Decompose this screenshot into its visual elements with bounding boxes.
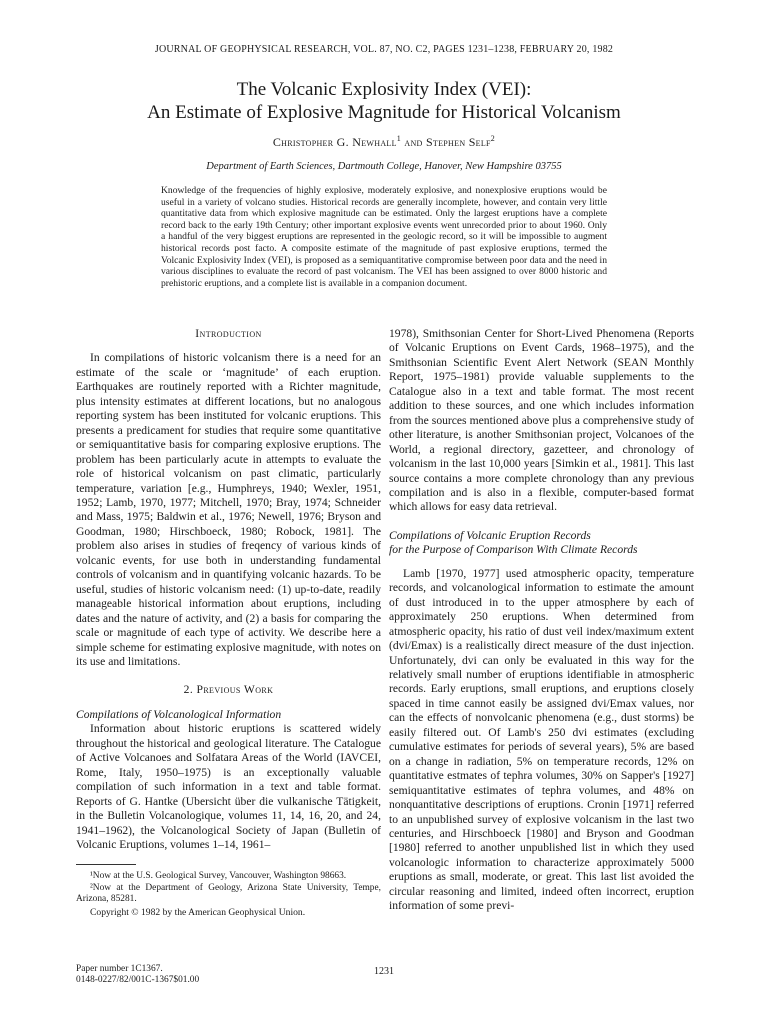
running-head: JOURNAL OF GEOPHYSICAL RESEARCH, VOL. 87, NO. C2, PAGES 1231–1238, FEBRUARY 20, 1982 bbox=[154, 44, 614, 55]
section-2-subheading: Compilations of Volcanological Information bbox=[76, 707, 282, 721]
right-column bbox=[389, 327, 694, 914]
footnote-2: ²Now at the Department of Geology, Arizona State University, Tempe, Arizona, 85281. bbox=[76, 882, 381, 905]
author-1: Christopher G. Newhall bbox=[272, 135, 397, 149]
article-title bbox=[40, 78, 728, 124]
section-2-heading: 2. Previous Work bbox=[183, 683, 274, 697]
climate-subheading-line-1: Compilations of Volcanic Eruption Records bbox=[389, 528, 591, 542]
paper-number: Paper number 1C1367. bbox=[76, 964, 163, 974]
author-2: Stephen Self bbox=[425, 135, 491, 149]
author-conjunction: and bbox=[404, 135, 423, 149]
issn-code: 0148-0227/82/001C-1367$01.00 bbox=[76, 975, 200, 985]
introduction-heading: Introduction bbox=[195, 327, 262, 340]
title-line-1: The Volcanic Explosivity Index (VEI): bbox=[236, 79, 532, 100]
author-2-footnote-mark: 2 bbox=[490, 134, 496, 143]
continued-paragraph: 1978), Smithsonian Center for Short-Lived Phenomena (Reports of Volcanic Eruptions on Event Cards, 1968–1975), and the Smithsonian Scientific Event Alert Network (SEAN Monthly Report, 1975–1981) provide valuable supplements to the Catalogue also in a text and table format. The most recent addition to these sources, and one which includes information from the sources mentioned above plus a comprehensive study of other literature, is another Smithsonian project, Volcanoes of the World, a regional directory, gazetteer, and chronology of volcanism in the last 10,000 years [Simkin et al., 1981]. This last source contains a more complete chronology than any previous compilation and is also in a flexible, computer-based format which allows for easy data retrieval. bbox=[389, 327, 694, 514]
title-line-2: An Estimate of Explosive Magnitude for Historical Volcanism bbox=[147, 102, 621, 123]
left-column bbox=[76, 327, 381, 920]
affiliation: Department of Earth Sciences, Dartmouth College, Hanover, New Hampshire 03755 bbox=[206, 161, 562, 172]
page-number: 1231 bbox=[374, 966, 394, 977]
lamb-paragraph: Lamb [1970, 1977] used atmospheric opacity, temperature records, and volcanological information to estimate the amount of dust introduced in to the upper atmosphere by each of approximately 250 eruptions. When determined from atmospheric opacity, his ratio of dust veil index/maximum extent (dvi/Emax) is a realistically direct measure of the dust injection. Unfortunately, dvi can only be evaluated in this way for the relatively small number of eruptions identifiable in atmospheric records. Early eruptions, small eruptions, and eruptions closely spaced in time cannot easily be assigned dvi/Emax values, nor can the effects of nonvolcanic phenomena (e.g., dust storms) be easily filtered out. Of Lamb's 250 dvi estimates (excluding cumulative estimates for periods of several years), 5% are based on a change in radiation, 5% on temperature records, 12% on quantitative estmates of tephra volumes, 30% on Sapper's [1927] semiquantitative estimates of tephra volumes, and 48% on nonquantitative descriptions of eruptions. Cronin [1971] referred to an unpublished survey of explosive volcanism in the last two centuries, and Hirschboeck [1980] and Bryson and Goodman [1980] referred to another unpublished list in which they used volcanologic information to characterize approximately 5000 eruptions as small, moderate, or great. This last list avoided the circular reasoning and limited, indeed often incorrect, eruption information of some previ- bbox=[389, 566, 694, 913]
footnote-divider bbox=[76, 864, 136, 865]
climate-subheading-line-2: for the Purpose of Comparison With Climate Records bbox=[389, 543, 638, 557]
copyright-notice: Copyright © 1982 by the American Geophysical Union. bbox=[90, 906, 306, 918]
footnote-1: ¹Now at the U.S. Geological Survey, Vancouver, Washington 98663. bbox=[90, 871, 347, 882]
author-1-footnote-mark: 1 bbox=[396, 134, 402, 143]
abstract: Knowledge of the frequencies of highly explosive, moderately explosive, and nonexplosive eruptions would be useful in a variety of volcano studies. Historical records are generally incomplete, however, and contain very little quantitative data from which explosive magnitude can be estimated. Only the largest eruptions have a complete record back to the early 19th Century; other important explosive events went unrecorded prior to about 1960. Only a handful of the very biggest eruptions are represented in the geologic record, so it will be impossible to augment historical records post facto. A composite estimate of the magnitude of past explosive eruptions, termed the Volcanic Explosivity Index (VEI), is proposed as a semiquantitative compromise between poor data and the need in various disciplines to evaluate the record of past volcanism. The VEI has been assigned to over 8000 historic and prehistoric eruptions, and a complete list is available in a companion document. bbox=[161, 185, 607, 289]
author-line bbox=[0, 134, 768, 150]
section-2-paragraph: Information about historic eruptions is scattered widely throughout the historical and geological literature. The Catalogue of Active Volcanoes and Solfatara Areas of the World (IAVCEI, Rome, Italy, 1950–1975) is an exceptionally valuable compilation of such information in a text and table format. Reports of G. Hantke (Ubersicht über die vulkanische Tätigkeit, in the Bulletin Volcanologique, volumes 11, 14, 16, 20, and 24, 1941–1962), the Volcanological Society of Japan (Bulletin of Volcanic Eruptions, volumes 1–14, 1961– bbox=[76, 722, 381, 851]
introduction-paragraph: In compilations of historic volcanism there is a need for an estimate of the scale or ‘magnitude’ of each eruption. Earthquakes are routinely reported with a Richter magnitude, plus intensity estimates at different locations, but no analogous reporting system has been instituted for volcanic eruptions. This presents a predicament for studies that require some quantitative or semiquantitative basis for comparing explosive eruptions. The problem has been particularly acute in attempts to evaluate the role of historical volcanism on past climatic, particularly temperature, variation [e.g., Humphreys, 1940; Wexler, 1951, 1952; Lamb, 1970, 1977; Mitchell, 1970; Bray, 1974; Schneider and Mass, 1975; Baldwin et al., 1976; Newell, 1976; Bryson and Goodman, 1980; Hirschboeck, 1980; Robock, 1981]. The problem also arises in studies of freqency of various kinds of volcanic events, for use both in understanding fundamental controls of volcanism and in quantifying volcanic hazards. To be useful, studies of historic volcanism need: (1) up-to-date, readily manageable historical information about eruptions, including dates and the nature of activity, and (2) a basis for comparing the scale or magnitude of each type of activity. We describe here a simple scheme for estimating explosive magnitude, with notes on its use and limitations. bbox=[76, 351, 381, 668]
